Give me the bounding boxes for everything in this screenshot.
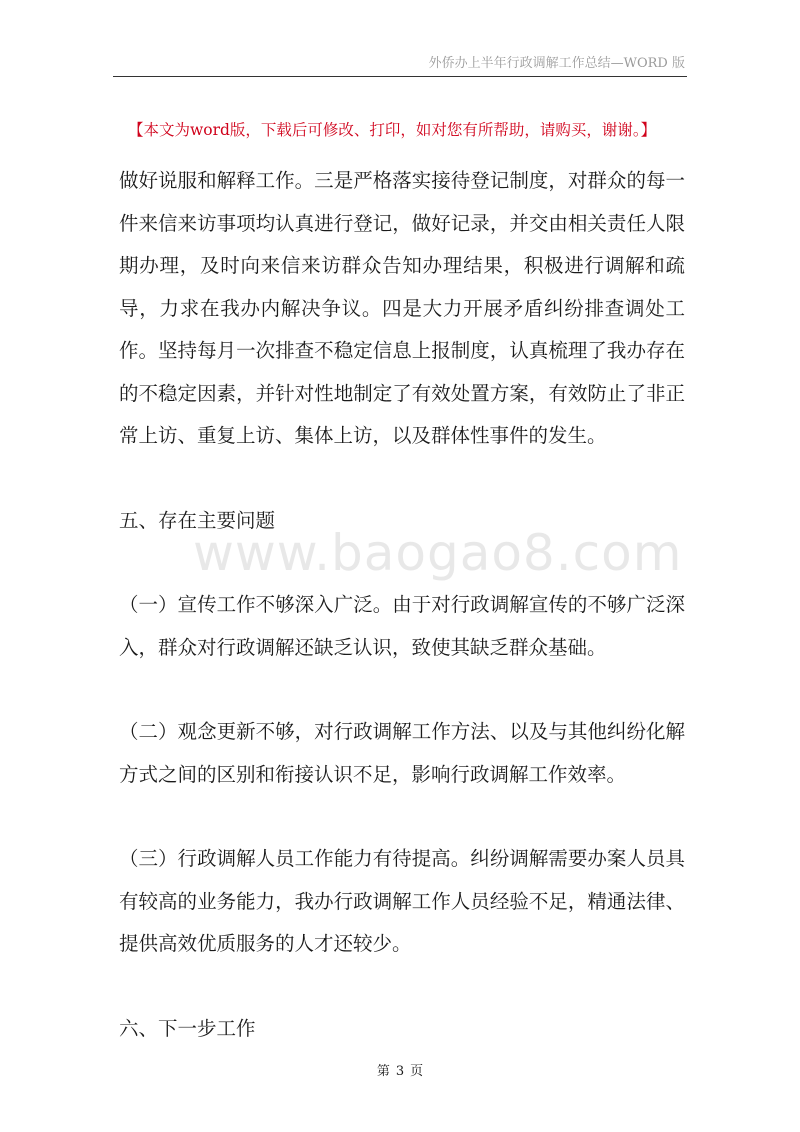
page-number-suffix: 页 (410, 1064, 424, 1079)
page-number-value: 3 (395, 1064, 405, 1079)
paragraph-problem-3: （三）行政调解人员工作能力有待提高。纠纷调解需要办案人员具有较高的业务能力，我办行政调解工作人员经验不足，精通法律、提供高效优质服务的人才还较少。 (119, 847, 685, 955)
page-number-prefix: 第 (376, 1064, 390, 1079)
paragraph-continued: 做好说服和解释工作。三是严格落实接待登记制度，对群众的每一件来信来访事项均认真进行登记，做好记录，并交由相关责任人限期办理，及时向来信来访群众告知办理结果，积极进行调解和疏导，力求在我办内解决争议。四是大力开展矛盾纠纷排查调处工作。坚持每月一次排查不稳定信息上报制度，认真梳理了我办存在的不稳定因素，并针对性地制定了有效处置方案，有效防止了非正常上访、重复上访、集体上访，以及群体性事件的发生。 (119, 169, 685, 447)
header-rule (113, 76, 687, 77)
watermark: www.baogao8.com (193, 524, 683, 582)
paragraph-gap (119, 966, 685, 1008)
paragraph-problem-1: （一）宣传工作不够深入广泛。由于对行政调解宣传的不够广泛深入，群众对行政调解还缺乏认识，致使其缺乏群众基础。 (119, 593, 685, 659)
paragraph-gap (119, 458, 685, 500)
purchase-notice: 【本文为word版，下载后可修改、打印，如对您有所帮助，请购买，谢谢。】 (128, 121, 657, 139)
section-heading-problems: 五、存在主要问题 (119, 508, 276, 532)
section-heading-next-steps: 六、下一步工作 (119, 1016, 256, 1040)
paragraph-gap (119, 796, 685, 838)
page-number (0, 1060, 800, 1079)
page-header-title: 外侨办上半年行政调解工作总结—WORD 版 (428, 56, 685, 71)
paragraph-gap (119, 542, 685, 584)
paragraph-gap (119, 669, 685, 711)
paragraph-problem-2: （二）观念更新不够，对行政调解工作方法、以及与其他纠纷化解方式之间的区别和衔接认识不足，影响行政调解工作效率。 (119, 720, 685, 786)
document-body (119, 160, 685, 1050)
